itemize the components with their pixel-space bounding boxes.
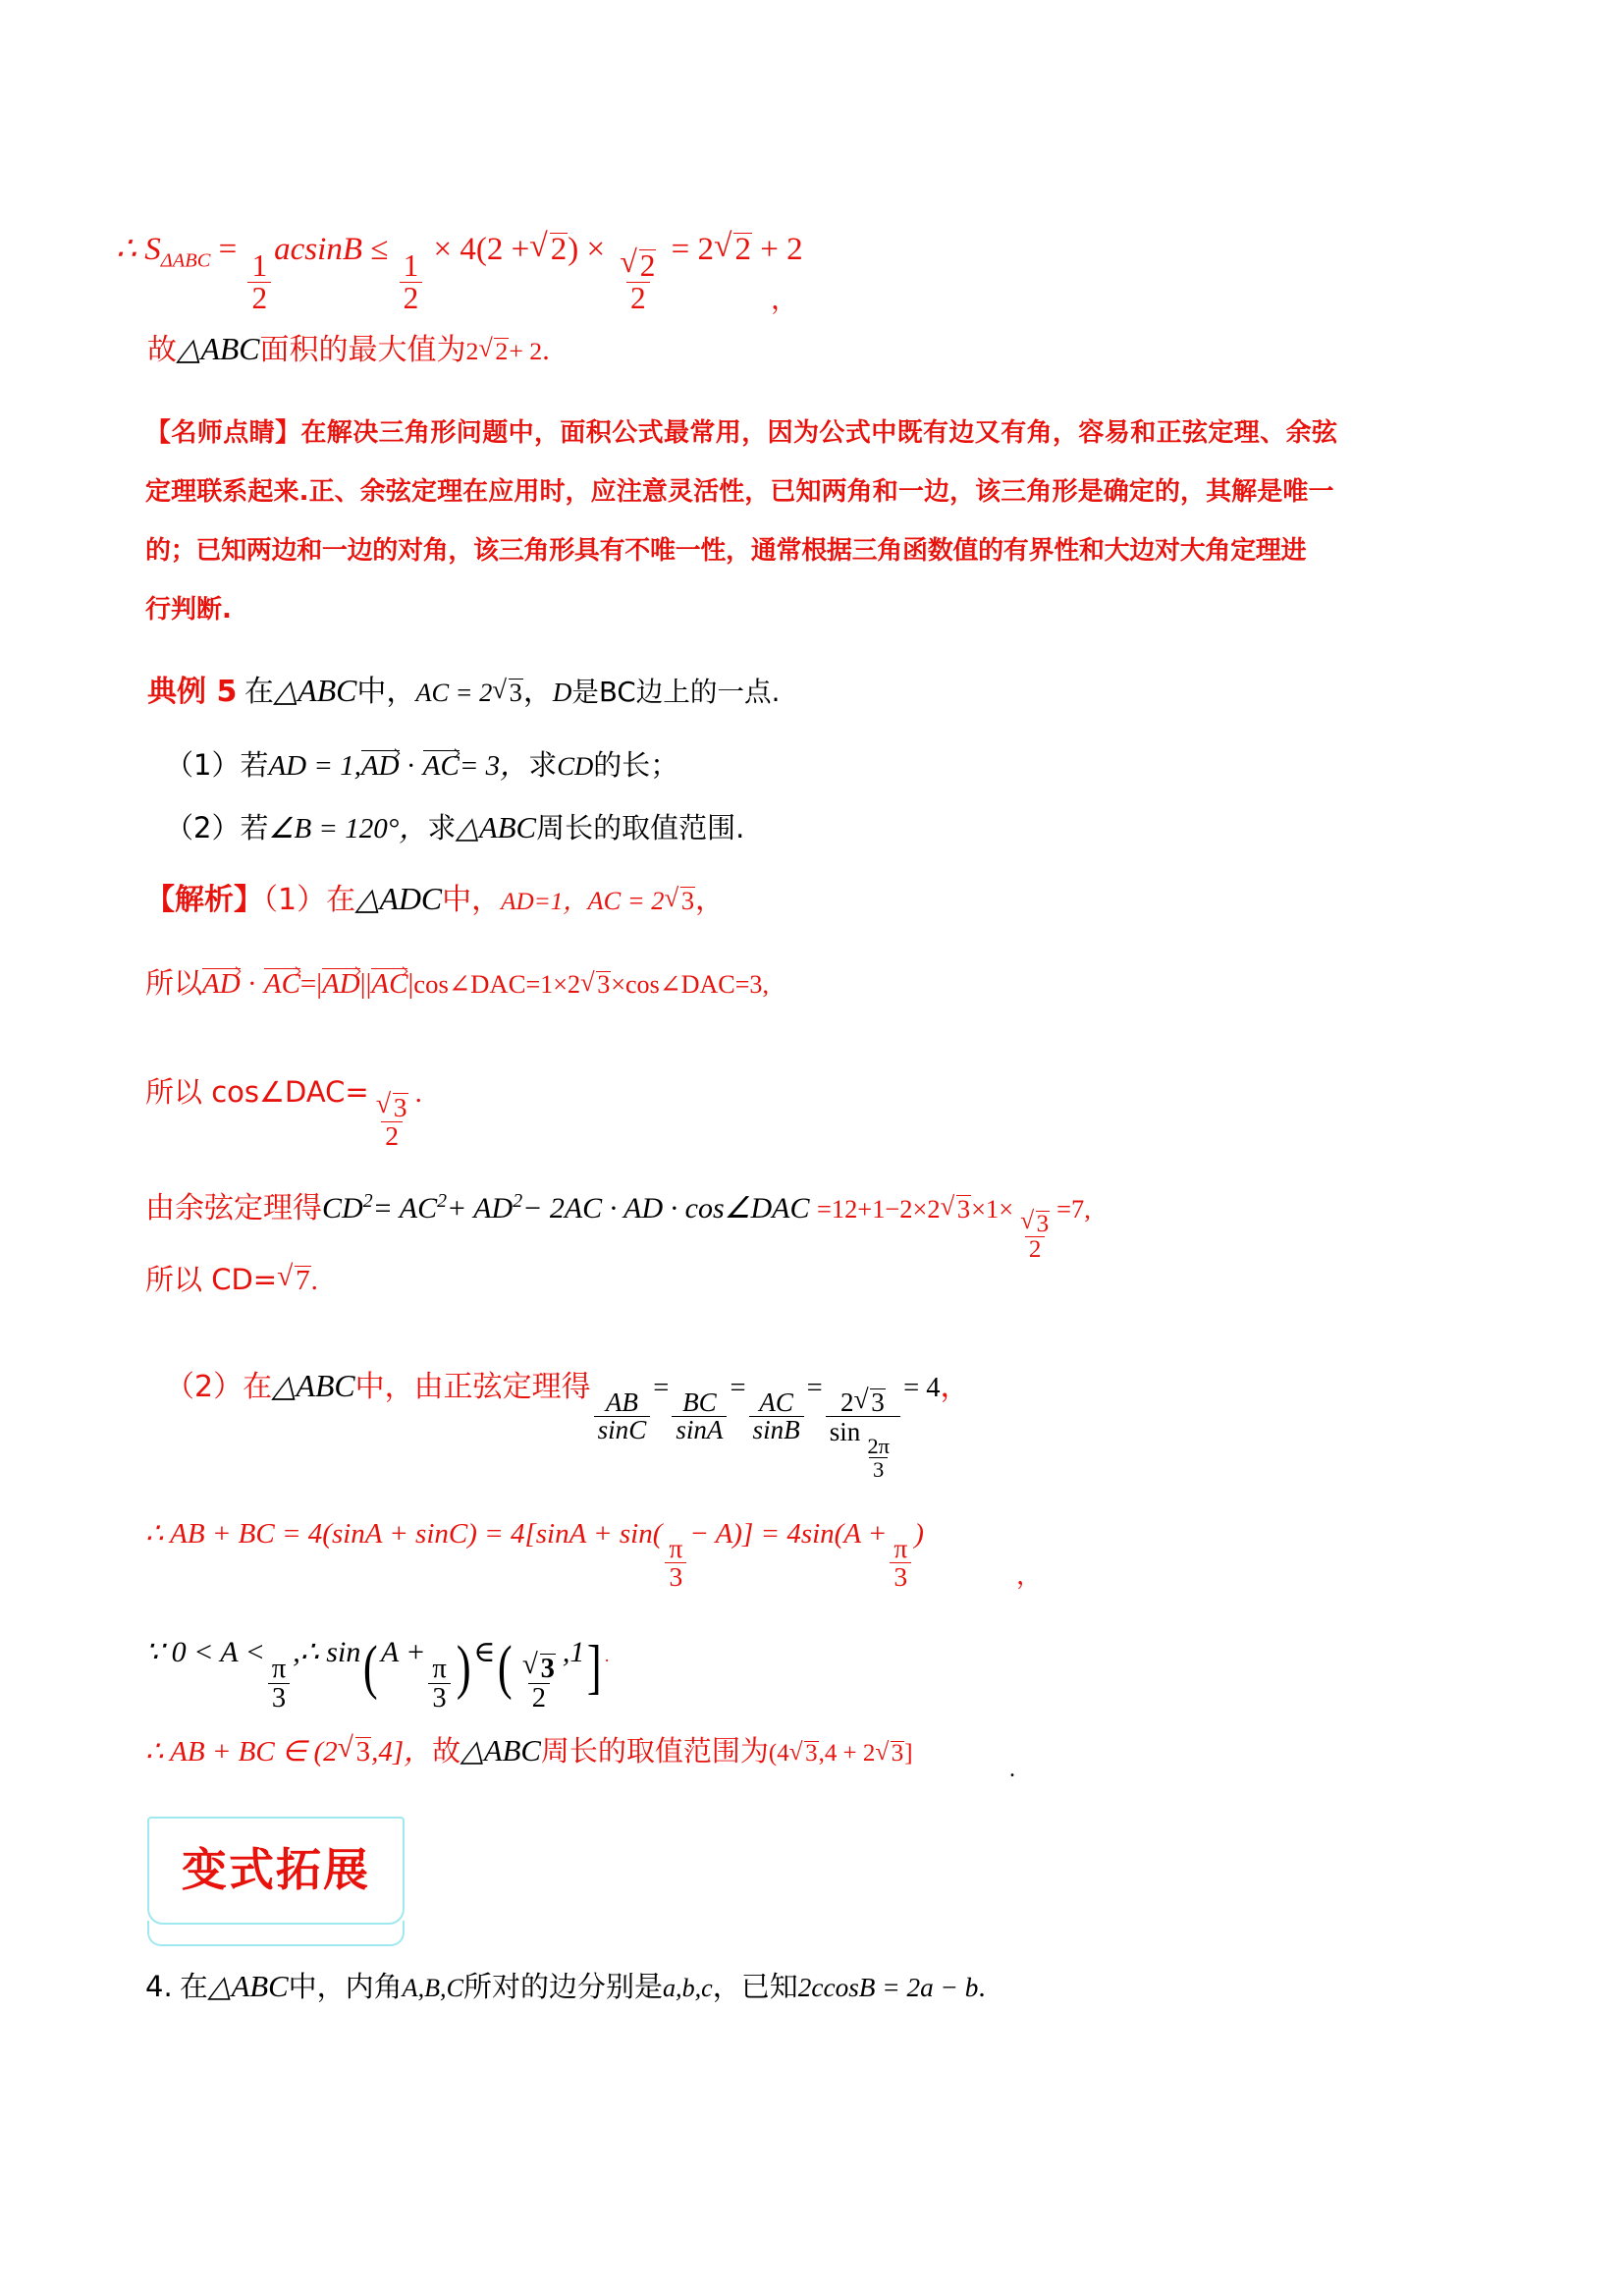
radicand: 3 <box>597 970 611 999</box>
radicand: 3 <box>1036 1210 1050 1237</box>
range-period: . <box>604 1646 610 1666</box>
range-middle: ,∴ sin <box>293 1636 361 1669</box>
left-paren-big: ( <box>363 1634 378 1701</box>
cd-label: CD <box>557 751 594 781</box>
fraction-numerator <box>372 1092 412 1121</box>
equals-3: = <box>806 1373 823 1403</box>
right-paren-big: ) <box>456 1634 471 1701</box>
vector-ac-magnitude <box>371 966 407 999</box>
sqrt-two-inline <box>529 232 568 266</box>
exponent-two: 2 <box>437 1190 448 1212</box>
sum-expansion-prefix: ∴ AB + BC = 4(sinA + sinC) = 4[sinA + sin( <box>145 1518 663 1550</box>
example-question-2 <box>165 813 744 843</box>
fraction-denominator: 2 <box>400 282 423 314</box>
problem-period: . <box>978 1972 986 2003</box>
triangle-abc-label: △ABC <box>456 811 537 844</box>
radicand: 3 <box>680 886 695 915</box>
cos-dac-line <box>145 1075 422 1152</box>
sine-law-line <box>165 1371 970 1481</box>
radicand: 3 <box>805 1740 818 1767</box>
interval-close: ] <box>904 1740 913 1767</box>
range-argument-a: A + <box>380 1636 426 1669</box>
fraction-pi-over-3-c <box>268 1655 290 1713</box>
max-area-value <box>466 337 543 365</box>
fraction-pi-over-3-a <box>665 1535 686 1591</box>
range-upper: ,1 <box>562 1636 585 1669</box>
times-four-term: × 4(2 + <box>433 231 530 267</box>
part1-comma: ， <box>695 883 726 917</box>
vector-label: AC <box>263 968 300 1000</box>
range-prefix: ∵ 0 < A < <box>145 1636 265 1669</box>
equals-three: = 3， <box>459 750 529 782</box>
area-formula-equals: = <box>218 231 238 267</box>
radicand: 2 <box>550 231 568 267</box>
area-formula-line <box>116 232 803 314</box>
sqrt-three <box>789 1740 819 1767</box>
cosine-law-line <box>145 1192 1091 1263</box>
max-area-line <box>147 334 550 365</box>
fraction-denominator: sinB <box>749 1416 804 1444</box>
example-stem-line <box>147 676 780 707</box>
fraction-denominator: 3 <box>428 1683 450 1713</box>
fraction-pi-over-3-b <box>890 1535 911 1591</box>
sqrt-three <box>875 1740 904 1767</box>
section-banner-label: 变式拓展 <box>182 1843 370 1897</box>
fraction-pi-over-3-d <box>428 1655 450 1713</box>
dot-operator: · <box>246 968 257 1000</box>
triangle-abc-label: △ABC <box>460 1734 541 1768</box>
question-1-number: （1） <box>165 748 241 782</box>
cd-line-period: . <box>310 1264 318 1296</box>
vector-label: AD <box>322 968 360 1000</box>
interval-right-bracket: ] <box>587 1634 602 1701</box>
fraction-denominator: 2 <box>528 1683 550 1713</box>
fraction-ac-over-sinb <box>749 1389 804 1444</box>
final-prefix: ∴ AB + BC ∈ (2 <box>145 1736 338 1768</box>
ac-value: AC = 2 <box>415 678 493 707</box>
ad-equals-one: AD = 1, <box>268 750 361 782</box>
abs-bar-close: | <box>407 968 414 1000</box>
fraction-sqrt3-over-2 <box>372 1092 412 1150</box>
triangle-adc-label: △ADC <box>355 882 443 916</box>
radicand: 2 <box>734 231 751 267</box>
sqrt-three <box>338 1736 371 1767</box>
tip-line-2: 定理联系起来.正、余弦定理在应用时，应注意灵活性，已知两角和一边，该三角形是确定的，其解是唯一 <box>145 477 1334 507</box>
equals-result: = <box>671 231 690 267</box>
final-tail: ,4]， <box>371 1736 433 1768</box>
problem-middle-2: 所对的边分别是 <box>462 1970 663 2003</box>
area-formula-lead: ∴ S <box>116 231 161 267</box>
fraction-one-half-b <box>400 250 423 314</box>
practice-problem-4 <box>145 1972 986 2002</box>
radicand: 3 <box>393 1092 407 1123</box>
interval-open: (4 <box>768 1740 789 1767</box>
fraction-numerator: AB <box>605 1387 638 1417</box>
value-tail: + 2 <box>509 337 543 365</box>
tip-text-1: 在解决三角形问题中，面积公式最常用，因为公式中既有边又有角，容易和正弦定理、余弦 <box>300 418 1338 448</box>
fraction-numerator: π <box>432 1653 447 1684</box>
sides-list: a,b,c <box>663 1974 713 2002</box>
coefficient: 2 <box>839 1387 854 1417</box>
problem-prefix: 在 <box>179 1970 208 2003</box>
ac-equals-expression <box>415 678 523 707</box>
equals-1: = <box>653 1373 670 1403</box>
final-conclusion-line <box>145 1736 913 1767</box>
radicand: 3 <box>509 678 522 707</box>
interval-middle: ,4 + 2 <box>818 1740 876 1767</box>
fraction-numerator <box>518 1653 560 1683</box>
ad-value: AD=1， <box>501 889 588 915</box>
fraction-denominator: 2 <box>1025 1236 1046 1263</box>
problem-middle-3: ，已知 <box>712 1970 798 2003</box>
sqrt-three <box>854 1387 886 1416</box>
cosine-law-numeric <box>817 1194 1091 1264</box>
sqrt-three <box>941 1194 972 1222</box>
part1-middle: 中， <box>442 883 502 917</box>
fraction-numerator: 2π <box>867 1433 891 1458</box>
fraction-denominator: 3 <box>890 1562 911 1591</box>
solution-label: 【解析】 <box>145 883 263 917</box>
example-stem-tail: 是BC边上的一点. <box>571 676 781 708</box>
example-question-1 <box>165 748 678 781</box>
problem-middle-1: 中，内角 <box>288 1970 403 2003</box>
part2-number: （2） <box>165 1370 244 1404</box>
question-2-tail: 周长的取值范围. <box>536 811 745 844</box>
example-stem-comma: ， <box>522 675 553 709</box>
solution-part1-line <box>145 884 725 915</box>
numeric-result: =7, <box>1056 1194 1091 1224</box>
result-tail: + 2 <box>760 231 803 267</box>
minus-term: − 2AC · AD · cos∠DAC <box>522 1192 810 1224</box>
less-equal-sign: ≤ <box>370 231 389 267</box>
question-2-number: （2） <box>165 811 241 844</box>
max-area-middle: 面积的最大值为 <box>259 333 466 367</box>
area-formula-subscript: ΔABC <box>160 249 211 272</box>
vector-ad-magnitude <box>322 966 360 999</box>
fraction-sqrt2-over-2 <box>616 248 660 314</box>
equals-product: =1×2 <box>525 970 581 999</box>
example-label: 典例 5 <box>147 675 238 709</box>
value-coefficient: 2 <box>465 337 479 365</box>
question-1-if: 若 <box>240 748 269 782</box>
fraction-denominator: 2 <box>381 1121 403 1150</box>
fraction-numerator <box>837 1387 890 1416</box>
vector-label: AD <box>202 968 241 1000</box>
fraction-denominator: 2 <box>247 282 271 314</box>
fraction-denominator: 3 <box>665 1562 686 1591</box>
problem-condition: 2ccosB = 2a − b <box>797 1973 979 2002</box>
plus-ad: + AD <box>447 1192 514 1224</box>
fraction-numerator: AC <box>759 1387 793 1417</box>
fraction-bc-over-sina <box>672 1389 727 1444</box>
vector-label: AC <box>371 968 408 1000</box>
fraction-sqrt3-over-2-range <box>518 1653 560 1713</box>
exponent-two: 2 <box>513 1190 523 1212</box>
radicand: 3 <box>871 1387 885 1417</box>
final-middle: 周长的取值范围为 <box>540 1734 769 1768</box>
final-period: . <box>1009 1757 1015 1782</box>
section-banner-bianshi <box>147 1817 405 1925</box>
max-area-period: . <box>542 334 550 366</box>
vector-label: AD <box>360 750 400 782</box>
fraction-sqrt3-over-2 <box>1016 1210 1054 1263</box>
fraction-numerator: π <box>893 1533 908 1564</box>
part2-by-sine-law: 由正弦定理得 <box>413 1370 591 1404</box>
triangle-abc-label: △ABC <box>207 1970 289 2003</box>
ac-value-expression <box>588 886 696 915</box>
cos-dac-result: ×cos∠DAC=3, <box>611 970 769 999</box>
vector-ad <box>202 966 241 999</box>
triangle-abc-label: △ABC <box>272 1369 355 1403</box>
question-2-ask: 求 <box>427 811 457 844</box>
ac-value: AC = 2 <box>587 886 665 915</box>
exponent-two: 2 <box>362 1190 373 1212</box>
max-area-prefix: 故 <box>147 333 177 367</box>
sqrt-seven <box>277 1265 310 1295</box>
triangle-abc-label: △ABC <box>273 674 357 708</box>
numeric-middle: ×1× <box>971 1194 1014 1224</box>
fraction-2pi-over-3 <box>863 1435 893 1481</box>
numeric-start: =12+1−2×2 <box>817 1194 941 1224</box>
acsinb-term: acsinB <box>274 231 362 267</box>
tip-line-4: 行判断. <box>145 595 232 625</box>
cd-line-prefix: 所以 CD= <box>145 1262 278 1296</box>
area-formula-trailing-comma: ， <box>771 285 799 315</box>
problem-number: 4. <box>145 1970 173 2003</box>
sine-law-comma: ， <box>940 1371 970 1403</box>
abs-bars: || <box>359 968 372 1000</box>
radicand: 3 <box>891 1740 904 1767</box>
fraction-numerator: π <box>271 1653 287 1684</box>
part1-number: （1） <box>263 883 327 917</box>
part2-middle: 中， <box>354 1370 414 1404</box>
radicand: 3 <box>540 1653 555 1684</box>
part2-in: 在 <box>243 1370 273 1404</box>
fraction-denominator: 3 <box>268 1683 290 1713</box>
question-1-tail: 的长； <box>593 748 679 782</box>
fraction-2sqrt3-over-sin2pi3 <box>826 1387 900 1481</box>
dot-product-line <box>145 966 769 999</box>
sqrt-three <box>580 970 611 998</box>
point-d-label: D <box>552 678 572 707</box>
fraction-one-half-a <box>247 250 271 314</box>
example-stem-prefix: 在 <box>244 675 274 709</box>
sum-expansion-line <box>145 1520 924 1591</box>
angle-b-value: ∠B = 120°， <box>268 813 428 844</box>
sqrt-three <box>492 678 523 705</box>
vector-ad <box>361 748 400 781</box>
element-of-sign: ∈ <box>473 1636 496 1669</box>
cosine-law-prefix: 由余弦定理得 <box>145 1191 322 1225</box>
sqrt-two-result <box>714 232 752 266</box>
fraction-ab-over-sinc <box>594 1389 651 1444</box>
dot-product-operator: · <box>406 750 416 782</box>
sum-expansion-comma: ， <box>1016 1561 1043 1590</box>
cos-line-period: . <box>414 1077 422 1109</box>
dot-line-prefix: 所以 <box>145 966 203 1000</box>
fraction-denominator: sinA <box>672 1416 727 1444</box>
radicand: 2 <box>495 337 509 365</box>
sin-function: sin <box>829 1417 861 1447</box>
question-2-if: 若 <box>240 811 269 844</box>
fraction-denominator: 3 <box>869 1457 888 1481</box>
radicand: 2 <box>639 248 656 284</box>
tip-label: 【名师点睛】 <box>145 418 301 448</box>
vector-label: AC <box>422 750 460 782</box>
equals-2: = <box>730 1373 746 1403</box>
sine-range-line <box>145 1634 610 1714</box>
final-interval-value <box>769 1740 913 1767</box>
banner-tail-decoration <box>147 1921 405 1946</box>
question-1-ask: 求 <box>528 748 558 782</box>
cos-line-prefix: 所以 cos∠DAC= <box>145 1075 369 1109</box>
sum-expansion-middle: − A)] = 4sin(A + <box>689 1518 888 1550</box>
fraction-denominator: 2 <box>626 282 650 314</box>
tip-line-1 <box>145 420 1337 446</box>
fraction-denominator <box>826 1416 900 1481</box>
final-gu: 故 <box>432 1734 461 1768</box>
fraction-numerator: 1 <box>403 248 419 284</box>
vector-ac <box>264 966 300 999</box>
fraction-numerator: 1 <box>251 248 268 284</box>
radicand: 3 <box>355 1736 371 1768</box>
fraction-numerator <box>616 248 660 282</box>
vector-ac <box>423 748 460 781</box>
angles-list: A,B,C <box>402 1974 463 2002</box>
example-stem-middle: 中， <box>356 675 416 709</box>
result-coefficient: 2 <box>697 231 715 267</box>
radicand: 7 <box>296 1264 310 1296</box>
cd-result-line <box>145 1262 318 1296</box>
radicand: 3 <box>956 1194 971 1224</box>
equals-four: = 4 <box>903 1373 941 1403</box>
fraction-numerator: π <box>669 1533 683 1564</box>
cd-squared: CD <box>322 1192 363 1224</box>
interval-left-paren: ( <box>498 1634 514 1701</box>
sqrt-two-value <box>478 337 509 364</box>
fraction-numerator: BC <box>682 1387 717 1417</box>
sum-expansion-close: ) <box>914 1518 924 1550</box>
tip-line-3: 的；已知两边和一边的对角，该三角形具有不唯一性，通常根据三角函数值的有界性和大边对大角定理进 <box>145 536 1307 566</box>
fraction-numerator <box>1016 1210 1054 1236</box>
equals-ac: = AC <box>372 1192 438 1224</box>
close-paren-times: ) × <box>568 231 606 267</box>
part1-in: 在 <box>326 883 356 917</box>
sqrt-three <box>664 886 695 913</box>
cos-dac-term: cos∠DAC <box>413 969 526 999</box>
equals-abs: =| <box>299 968 323 1000</box>
triangle-abc-label: △ABC <box>177 332 260 366</box>
fraction-denominator: sinC <box>594 1416 651 1444</box>
